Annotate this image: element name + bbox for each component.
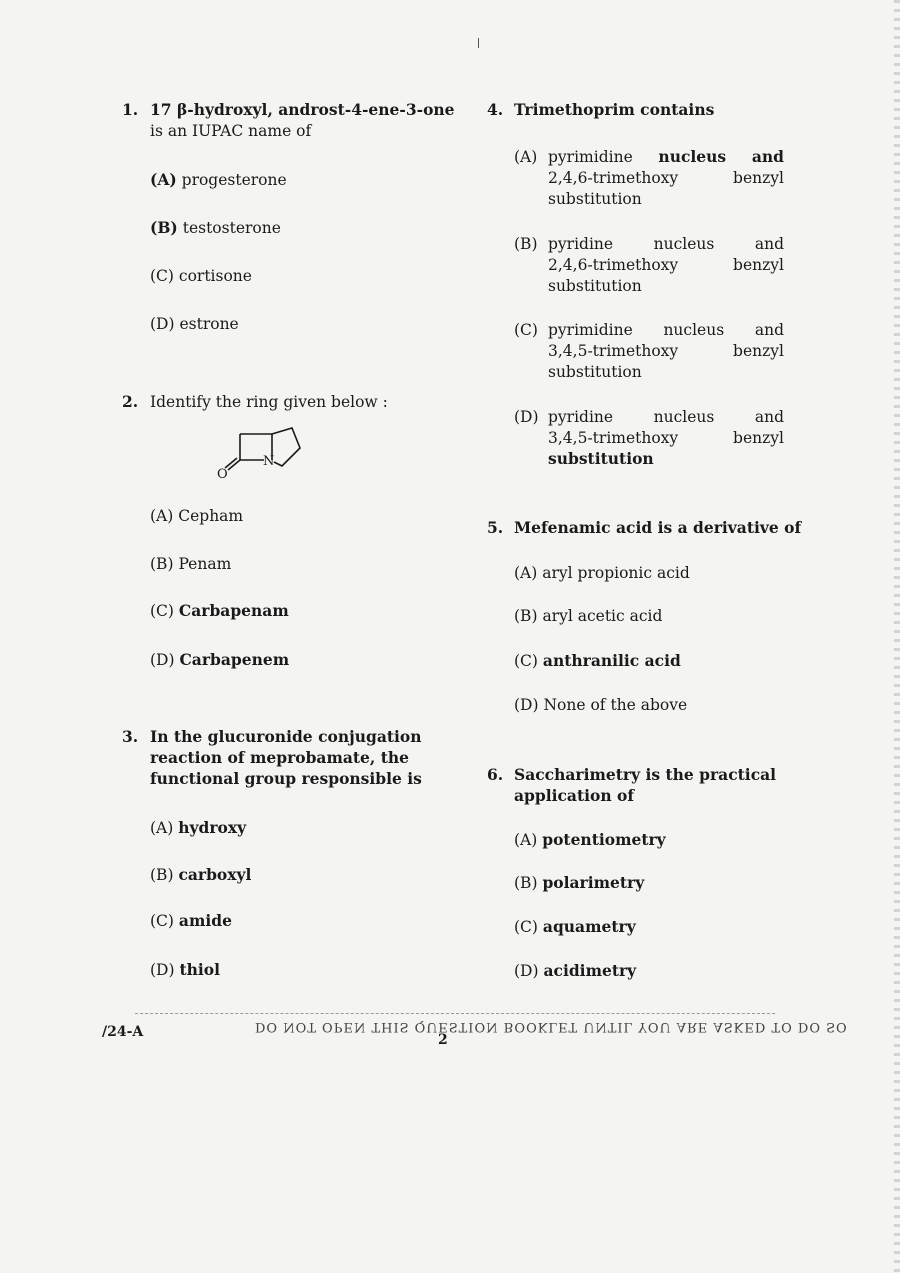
q4-b-word1: pyridine bbox=[548, 235, 614, 253]
q5-option-d-text: None of the above bbox=[543, 696, 688, 714]
q1-option-d[interactable] bbox=[150, 314, 239, 334]
q2-option-b[interactable] bbox=[150, 554, 231, 574]
q4-b-word4: 2,4,6-trimethoxy bbox=[548, 256, 679, 274]
q5-option-a-text: aryl propionic acid bbox=[542, 564, 690, 582]
q5-option-d[interactable] bbox=[514, 695, 687, 715]
footer-divider bbox=[135, 1013, 775, 1014]
q2-option-a-text: Cepham bbox=[178, 507, 244, 525]
q5-number: 5. bbox=[487, 518, 504, 537]
q6-option-b[interactable] bbox=[514, 873, 644, 893]
page-mark bbox=[478, 38, 479, 48]
mirrored-instruction: DO NOT OPEN THIS QUESTION BOOKLET UNTIL YOU ARE ASKED TO DO SO bbox=[255, 1019, 848, 1034]
q6-option-d[interactable] bbox=[514, 961, 636, 981]
q5-option-a-key: (A) bbox=[514, 564, 538, 582]
q5-option-c-text: anthranilic acid bbox=[542, 651, 681, 670]
q1-option-a-key: (A) bbox=[150, 170, 177, 189]
q1-option-b[interactable] bbox=[150, 218, 281, 238]
scan-edge bbox=[894, 0, 900, 1273]
q2-option-c-key: (C) bbox=[150, 602, 174, 620]
q4-d-word1: pyridine bbox=[548, 408, 614, 426]
q4-stem: Trimethoprim contains bbox=[514, 100, 715, 119]
q6-option-a[interactable] bbox=[514, 830, 666, 850]
q2-option-b-key: (B) bbox=[150, 555, 174, 573]
q4-option-b-line2 bbox=[548, 255, 784, 275]
q4-a-word4: 2,4,6-trimethoxy bbox=[548, 169, 679, 187]
q4-d-word3: and bbox=[754, 408, 784, 426]
ring-oxygen-label: O bbox=[217, 467, 228, 480]
booklet-code: /24-A bbox=[102, 1024, 144, 1040]
q6-stem-line1 bbox=[514, 765, 784, 785]
q1-stem-line2: is an IUPAC name of bbox=[150, 122, 312, 140]
q4-option-d-line1 bbox=[548, 407, 784, 427]
q4-option-d-line2 bbox=[548, 428, 784, 448]
q2-option-d-text: Carbapenem bbox=[179, 650, 290, 669]
beta-lactam-ring-structure bbox=[212, 420, 312, 480]
q6-option-d-key: (D) bbox=[514, 962, 539, 980]
q1-number: 1. bbox=[122, 100, 139, 119]
q1-option-b-text: testosterone bbox=[182, 219, 281, 237]
q4-option-a-key: (A) bbox=[514, 148, 538, 166]
q2-option-c-text: Carbapenam bbox=[178, 601, 289, 620]
q4-c-word2: nucleus bbox=[663, 321, 725, 339]
q2-option-d[interactable] bbox=[150, 650, 289, 670]
q4-number: 4. bbox=[487, 100, 504, 119]
q4-option-d-key: (D) bbox=[514, 408, 539, 426]
q1-option-c[interactable] bbox=[150, 266, 252, 286]
q4-option-d-line3: substitution bbox=[548, 449, 654, 468]
q5-option-c[interactable] bbox=[514, 651, 681, 671]
q4-option-a-line2 bbox=[548, 168, 784, 188]
q2-option-b-text: Penam bbox=[178, 555, 232, 573]
q6-stem-line2: application of bbox=[514, 786, 635, 805]
q2-stem: Identify the ring given below : bbox=[150, 393, 388, 411]
q3-option-d-text: thiol bbox=[179, 960, 221, 979]
q6-option-a-key: (A) bbox=[514, 831, 538, 849]
q4-a-word3: and bbox=[751, 147, 784, 166]
q6-option-c-text: aquametry bbox=[542, 917, 636, 936]
q3-option-c[interactable] bbox=[150, 911, 232, 931]
q1-option-a[interactable] bbox=[150, 170, 287, 190]
q6-option-a-text: potentiometry bbox=[542, 830, 666, 849]
q4-option-b-key: (B) bbox=[514, 235, 538, 253]
q1-option-d-key: (D) bbox=[150, 315, 175, 333]
q5-option-d-key: (D) bbox=[514, 696, 539, 714]
q4-a-word2: nucleus bbox=[658, 147, 727, 166]
q1-option-b-key: (B) bbox=[150, 218, 178, 237]
q4-option-c-key: (C) bbox=[514, 321, 538, 339]
q5-option-b-text: aryl acetic acid bbox=[542, 607, 663, 625]
q4-c-word4: 3,4,5-trimethoxy bbox=[548, 342, 679, 360]
q6-option-d-text: acidimetry bbox=[543, 961, 637, 980]
q1-option-c-key: (C) bbox=[150, 267, 174, 285]
q4-option-a-line1 bbox=[548, 147, 784, 167]
q3-option-b-text: carboxyl bbox=[178, 865, 252, 884]
q2-option-a-key: (A) bbox=[150, 507, 174, 525]
q4-option-c-line2 bbox=[548, 341, 784, 361]
q6-option-c-key: (C) bbox=[514, 918, 538, 936]
q3-option-a-key: (A) bbox=[150, 819, 174, 837]
q4-b-word3: and bbox=[754, 235, 784, 253]
q4-option-c-line3: substitution bbox=[548, 363, 642, 381]
q3-option-d[interactable] bbox=[150, 960, 220, 980]
q6-stem-line1-text: Saccharimetry is the practical bbox=[514, 765, 777, 784]
q4-b-word5: benzyl bbox=[733, 256, 784, 274]
q5-option-a[interactable] bbox=[514, 563, 690, 583]
q3-option-a[interactable] bbox=[150, 818, 246, 838]
q2-number: 2. bbox=[122, 392, 139, 411]
q4-c-word1: pyrimidine bbox=[548, 321, 633, 339]
page-number: 2 bbox=[438, 1032, 448, 1048]
q3-option-a-text: hydroxy bbox=[178, 818, 247, 837]
q2-option-d-key: (D) bbox=[150, 651, 175, 669]
q1-option-a-text: progesterone bbox=[181, 171, 287, 189]
q6-option-b-key: (B) bbox=[514, 874, 538, 892]
q5-option-b-key: (B) bbox=[514, 607, 538, 625]
q3-stem-line3: functional group responsible is bbox=[150, 769, 422, 788]
q4-a-word5: benzyl bbox=[733, 169, 784, 187]
q4-d-word4: 3,4,5-trimethoxy bbox=[548, 429, 679, 447]
q6-number: 6. bbox=[487, 765, 504, 784]
q4-d-word5: benzyl bbox=[733, 429, 784, 447]
q5-stem: Mefenamic acid is a derivative of bbox=[514, 518, 802, 537]
q6-option-b-text: polarimetry bbox=[542, 873, 645, 892]
q4-option-b-line3: substitution bbox=[548, 277, 642, 295]
q4-c-word3: and bbox=[754, 321, 784, 339]
q4-b-word2: nucleus bbox=[653, 235, 715, 253]
q3-option-d-key: (D) bbox=[150, 961, 175, 979]
ring-nitrogen-label: N bbox=[263, 454, 275, 469]
q5-option-c-key: (C) bbox=[514, 652, 538, 670]
q2-option-c[interactable] bbox=[150, 601, 289, 621]
q1-option-c-text: cortisone bbox=[178, 267, 252, 285]
q4-option-c-line1 bbox=[548, 320, 784, 340]
q4-c-word5: benzyl bbox=[733, 342, 784, 360]
q1-option-d-text: estrone bbox=[179, 315, 239, 333]
q3-option-c-text: amide bbox=[178, 911, 232, 930]
q2-option-a[interactable] bbox=[150, 506, 243, 526]
q5-option-b[interactable] bbox=[514, 606, 662, 626]
q4-option-b-line1 bbox=[548, 234, 784, 254]
q4-option-a-line3: substitution bbox=[548, 190, 642, 208]
q6-option-c[interactable] bbox=[514, 917, 636, 937]
q3-stem-line2: reaction of meprobamate, the bbox=[150, 748, 409, 767]
q1-stem-line1: 17 β-hydroxyl, androst-4-ene-3-one bbox=[150, 100, 455, 119]
q3-option-c-key: (C) bbox=[150, 912, 174, 930]
q4-d-word2: nucleus bbox=[653, 408, 715, 426]
q4-a-word1: pyrimidine bbox=[548, 148, 633, 166]
q3-number: 3. bbox=[122, 727, 139, 746]
q3-option-b[interactable] bbox=[150, 865, 251, 885]
q3-option-b-key: (B) bbox=[150, 866, 174, 884]
q3-stem-line1: In the glucuronide conjugation bbox=[150, 727, 422, 746]
